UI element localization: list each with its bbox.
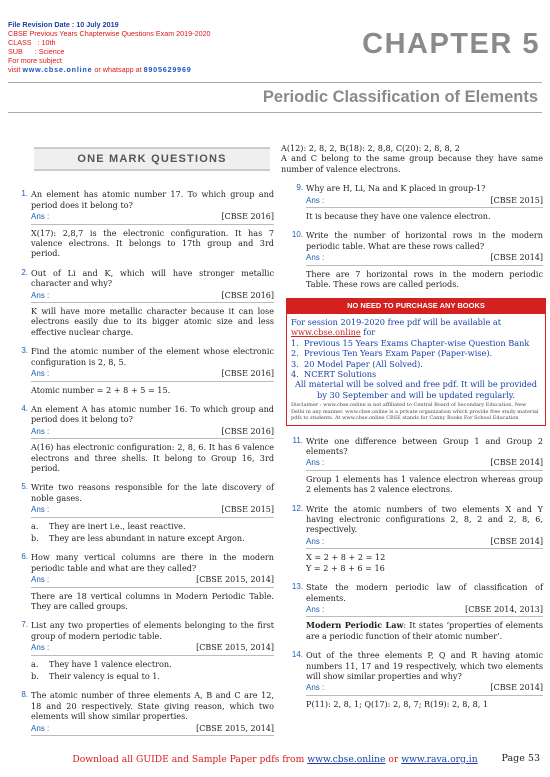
ans-label: Ans : — [306, 536, 325, 546]
answer-text: K will have more metallic character because it can lose electrons easily due to its bigger atomic size and less effective nuclear charge. — [31, 306, 274, 337]
page-number: Page 53 — [501, 753, 540, 764]
ans-label: Ans : — [306, 683, 325, 693]
question-4 — [6, 404, 274, 473]
question-number: 9. — [296, 183, 303, 193]
question-number: 5. — [21, 482, 28, 492]
exam-ref: [CBSE 2016] — [221, 290, 274, 300]
question-12 — [281, 504, 543, 573]
answer-item-text: They have 1 valence electron. — [49, 658, 172, 669]
answer-header — [306, 458, 543, 470]
question-7 — [6, 620, 274, 681]
footer-link-rava[interactable]: www.rava.org.in — [401, 754, 478, 765]
question-5 — [6, 482, 274, 543]
question-3 — [6, 346, 274, 395]
exam-ref: [CBSE 2016] — [221, 369, 274, 379]
question-number: 7. — [21, 620, 28, 630]
q8-answer-line1: A(12): 2, 8, 2, B(18): 2, 8,8, C(20): 2, 8, 8, 2 — [281, 143, 460, 153]
header-divider — [8, 82, 542, 83]
exam-ref: [CBSE 2015] — [221, 505, 274, 515]
answer-header — [31, 643, 274, 655]
promo-title: NO NEED TO PURCHASE ANY BOOKS — [287, 299, 545, 313]
question-number: 13. — [291, 582, 303, 592]
ans-label: Ans : — [31, 426, 50, 436]
ans-label: Ans : — [31, 643, 50, 653]
answer-item-b: b. They are less abundant in nature except Argon. — [31, 532, 245, 543]
promo-box — [286, 298, 546, 425]
visit-site-link[interactable]: www.cbse.online — [22, 65, 93, 74]
answer-line-y: Y = 2 + 8 + 6 = 16 — [306, 562, 385, 573]
answer-header — [306, 196, 543, 208]
answer-text: P(11): 2, 8, 1; Q(17): 2, 8, 7; R(19): 2, 8, 8, 1 — [306, 698, 489, 709]
question-14 — [281, 650, 543, 709]
question-text: Write two reasons responsible for the late discovery of noble gases. — [31, 482, 274, 503]
answer-header — [306, 253, 543, 265]
ans-label: Ans : — [31, 575, 50, 585]
question-2 — [6, 268, 274, 337]
answer-header — [31, 724, 274, 736]
visit-prefix: visit — [8, 65, 23, 74]
question-number: 11. — [292, 435, 303, 445]
exam-ref: [CBSE 2014] — [490, 536, 543, 546]
footer-text: Download all GUIDE and Sample Paper pdfs from — [72, 754, 308, 765]
promo-disclaimer: Disclaimer : www.cbse.online is not affiliated to Central Board of Secondary Education, New Delhi in any manner. www.cbse.online is a private organization which provide free study material pdfs to students. At www.cbse.online CBSE stands for Canny Books For School Education — [291, 402, 539, 422]
answer-term: Modern Periodic Law — [306, 620, 404, 631]
subject-divider — [8, 112, 542, 113]
answer-item-text: Their valency is equal to 1. — [49, 671, 161, 682]
answer-header — [31, 291, 274, 303]
question-text: Out of the three elements P, Q and R having atomic numbers 11, 17 and 19 respectively, which two elements will show similar properties and why? — [306, 650, 543, 681]
question-text: Find the atomic number of the element whose electronic configuration is 2, 8, 5. — [31, 346, 274, 367]
promo-item-4: 4. NCERT Solutions — [291, 368, 377, 379]
question-number: 10. — [291, 230, 303, 240]
more-subject: For more subject — [8, 56, 62, 65]
exam-title: CBSE Previous Years Chapterwise Questions Exam 2019-2020 — [8, 29, 211, 38]
exam-ref: [CBSE 2014] — [490, 253, 543, 263]
question-number: 14. — [291, 650, 303, 660]
section-title: ONE MARK QUESTIONS — [34, 147, 270, 171]
question-6 — [6, 552, 274, 611]
class-line: CLASS : 10th — [8, 38, 56, 47]
question-text: An element has atomic number 17. To which group and period does it belong to? — [31, 189, 274, 210]
promo-item-3: 3. 20 Model Paper (All Solved). — [291, 358, 423, 369]
promo-site-link[interactable]: www.cbse.online — [291, 327, 361, 338]
revision-date: File Revision Date : 10 July 2019 — [8, 20, 119, 29]
promo-item-1: 1. Previous 15 Years Exams Chapter-wise Question Bank — [291, 337, 530, 348]
q8-answer-line2: A and C belong to the same group because they have same number of valence electrons. — [281, 153, 543, 174]
answer-item-text: They are less abundant in nature except Argon. — [49, 532, 245, 543]
answer-item-a: a. They have 1 valence electron. — [31, 658, 172, 669]
question-number: 6. — [21, 552, 28, 562]
ans-label: Ans : — [31, 505, 50, 515]
ans-label: Ans : — [306, 195, 325, 205]
answer-header — [306, 683, 543, 695]
ans-label: Ans : — [31, 369, 50, 379]
question-number: 4. — [21, 403, 28, 413]
answer-header — [31, 212, 274, 224]
exam-ref: [CBSE 2016] — [221, 212, 274, 222]
phone-number: 8905629969 — [143, 65, 192, 74]
answer-text: There are 18 vertical columns in Modern Periodic Table. They are called groups. — [31, 590, 274, 611]
visit-mid: or whatsapp at — [92, 65, 144, 74]
question-11 — [281, 436, 543, 495]
answer-line-x: X = 2 + 8 + 2 = 12 — [306, 552, 386, 563]
question-13 — [281, 582, 543, 641]
right-column — [281, 143, 543, 718]
question-text: Out of Li and K, which will have stronger metallic character and why? — [31, 267, 274, 289]
answer-text: Modern Periodic Law: It states ‘properties of elements are a periodic function of their atomic number’. — [306, 620, 543, 641]
question-text: Write the atomic numbers of two elements X and Y having electronic configurations 2, 8, 2 and 2, 8, 6, respectively. — [306, 503, 543, 535]
question-number: 12. — [291, 503, 303, 513]
promo-intro: For session 2019-2020 free pdf will be available at www.cbse.online for — [291, 316, 502, 338]
chapter-title: CHAPTER 5 — [362, 28, 540, 60]
answer-text: X(17): 2,8,7 is the electronic configuration. It has 7 valence electrons. It belongs to 17th group and 3rd period. — [31, 227, 274, 259]
question-text: Write one difference between Group 1 and Group 2 elements? — [306, 435, 543, 457]
answer-text: Atomic number = 2 + 8 + 5 = 15. — [31, 384, 171, 395]
answer-header — [306, 537, 543, 549]
answer-header — [31, 427, 274, 439]
subject-line: SUB : Science — [8, 47, 65, 56]
header-info — [8, 20, 248, 74]
footer-or: or — [385, 754, 402, 765]
exam-ref: [CBSE 2015, 2014] — [196, 643, 274, 653]
question-number: 1. — [21, 189, 28, 199]
question-8 — [6, 690, 274, 736]
question-text: List any two properties of elements belonging to the first group of modern periodic table. — [31, 620, 274, 641]
answer-text: It is because they have one valence electron. — [306, 211, 491, 222]
answer-text: Group 1 elements has 1 valence electron whereas group 2 elements has 2 valence electrons. — [306, 473, 543, 495]
exam-ref: [CBSE 2016] — [221, 426, 274, 436]
exam-ref: [CBSE 2014, 2013] — [465, 604, 543, 614]
ans-label: Ans : — [31, 212, 50, 222]
ans-label: Ans : — [306, 458, 325, 468]
answer-header — [31, 575, 274, 587]
question-text: Write the number of horizontal rows in the modern periodic table. What are these rows called? — [306, 230, 543, 251]
answer-header — [31, 505, 274, 517]
exam-ref: [CBSE 2015] — [490, 195, 543, 205]
question-number: 8. — [21, 690, 28, 700]
footer-link-cbse[interactable]: www.cbse.online — [307, 754, 386, 765]
ans-label: Ans : — [306, 604, 325, 614]
question-text: How many vertical columns are there in the modern periodic table and what are they called? — [31, 552, 274, 573]
question-9 — [281, 183, 543, 221]
visit-line — [8, 65, 248, 74]
chapter-subject-title: Periodic Classification of Elements — [262, 88, 538, 106]
question-text: An element A has atomic number 16. To which group and period does it belong to? — [31, 403, 274, 425]
answer-header — [31, 369, 274, 381]
answer-text: There are 7 horizontal rows in the modern periodic Table. These rows are called periods. — [306, 268, 543, 290]
ans-label: Ans : — [31, 723, 50, 733]
answer-item-b: b. Their valency is equal to 1. — [31, 671, 161, 682]
exam-ref: [CBSE 2014] — [490, 683, 543, 693]
exam-ref: [CBSE 2014] — [490, 458, 543, 468]
question-1 — [6, 189, 274, 258]
answer-text: A(16) has electronic configuration: 2, 8, 6. It has 6 valence electrons and three shells. It belong to Group 16, 3rd period. — [31, 442, 274, 473]
question-number: 2. — [21, 267, 28, 277]
left-column — [6, 137, 274, 745]
answer-header — [306, 605, 543, 617]
question-text: State the modern periodic law of classification of elements. — [306, 582, 543, 603]
question-10 — [281, 230, 543, 289]
answer-item-a: a. They are inert i.e., least reactive. — [31, 520, 186, 531]
promo-outro: All material will be solved and free pdf. It will be provided by 30 September and will be updated regularly. — [295, 379, 537, 400]
ans-label: Ans : — [306, 253, 325, 263]
page-footer — [0, 754, 550, 765]
ans-label: Ans : — [31, 290, 50, 300]
answer-item-text: They are inert i.e., least reactive. — [49, 520, 186, 531]
question-number: 3. — [21, 346, 28, 356]
promo-item-2: 2. Previous Ten Years Exam Paper (Paper-wise). — [291, 348, 493, 359]
exam-ref: [CBSE 2015, 2014] — [196, 575, 274, 585]
exam-ref: [CBSE 2015, 2014] — [196, 723, 274, 733]
question-text: The atomic number of three elements A, B and C are 12, 18 and 20 respectively. State giving reason, which two elements will show similar properties. — [31, 690, 274, 722]
question-text: Why are H, Li, Na and K placed in group-1? — [306, 183, 486, 194]
